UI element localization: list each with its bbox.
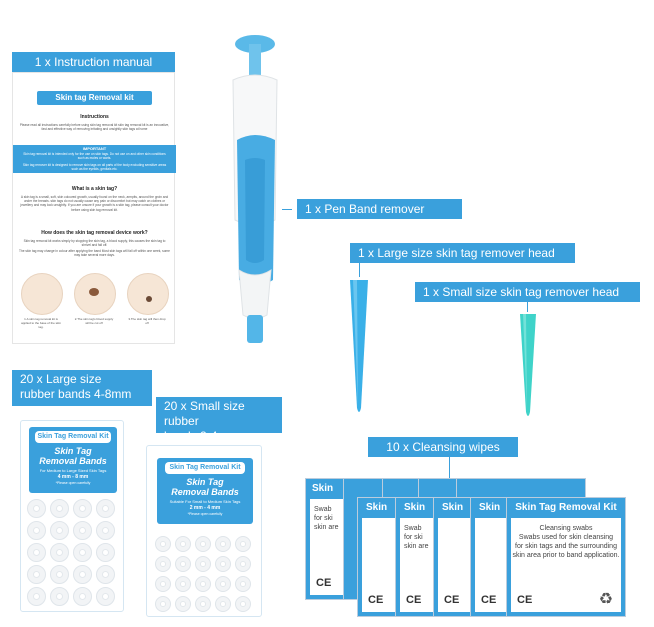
step-3-illustration (127, 273, 169, 315)
wipe-main-brand: Skin Tag Removal Kit (515, 502, 617, 513)
rubber-band (96, 499, 115, 518)
rubber-band (195, 576, 211, 592)
wipe-back-1-brand: Skin (312, 483, 334, 494)
manual-label: 1 x Instruction manual (12, 52, 175, 72)
pen-connector (282, 209, 292, 210)
rubber-band (215, 596, 231, 612)
step-1-caption: 1.A skin tag removal kit is applied to the base of the skin tag. (21, 317, 61, 329)
how-text-1: Skin tag removal kit works simply by stopping the skin tag, a blood supply, this causes the skin tag to shrivel and fall off. (23, 239, 166, 248)
small-bands-box (146, 445, 262, 617)
large-bands-title-1: Skin Tag (54, 446, 92, 456)
step-1-illustration (21, 273, 63, 315)
wipe-main-line1: Cleansing swabs (539, 525, 593, 532)
rubber-band (96, 543, 115, 562)
rubber-band (235, 596, 251, 612)
important-heading: IMPORTANT (82, 146, 107, 151)
wipe-front-2-brand: Skin (404, 502, 426, 513)
rubber-band (175, 576, 191, 592)
rubber-band (96, 587, 115, 606)
rubber-band (215, 536, 231, 552)
wipe-main-text (511, 524, 621, 560)
wipe-front-main (506, 497, 626, 617)
step-3-caption: 3.The skin tag will then drop off (128, 317, 166, 325)
wipe-main-ce: CE (517, 594, 533, 606)
wipe-front-2-line1: Swab (404, 525, 422, 532)
wipe-back-1-line3: skin are (314, 524, 339, 531)
important-section (13, 145, 176, 173)
recycle-icon: ♻ (598, 589, 613, 608)
rubber-band (195, 596, 211, 612)
rubber-band (215, 576, 231, 592)
wipe-front-2-line3: skin are (404, 543, 429, 550)
small-bands-sub: Suitable For Small to Medium Skin Tags (169, 499, 241, 504)
how-heading: How does the skin tag removal device work? (41, 230, 148, 236)
small-bands-label-line2: bands 2-4mm (164, 429, 238, 443)
rubber-band (96, 521, 115, 540)
instructions-heading: Instructions (80, 114, 109, 120)
what-heading: What is a skin tag? (71, 186, 118, 192)
rubber-band (155, 536, 171, 552)
rubber-band (50, 521, 69, 540)
rubber-band (50, 587, 69, 606)
large-bands-label (12, 370, 152, 406)
small-bands-size: 2 mm - 4 mm (189, 505, 221, 511)
wipe-front-2-line2: for ski (404, 534, 423, 541)
small-bands-label (156, 397, 282, 443)
small-remover-head (517, 312, 539, 422)
rubber-band (73, 565, 92, 584)
pen-label: 1 x Pen Band remover (297, 199, 462, 219)
rubber-band (50, 499, 69, 518)
small-bands-card (157, 458, 253, 524)
rubber-band (155, 576, 171, 592)
rubber-band (73, 543, 92, 562)
wipe-front-2-ce: CE (406, 594, 422, 606)
wipe-front-1-ce: CE (368, 594, 384, 606)
large-bands-size: 4 mm - 8 mm (57, 474, 89, 480)
rubber-band (175, 596, 191, 612)
how-text-2: The skin tag may change in colour after applying the band Most skin tags will fall off within one week, some may take several more days. (19, 249, 170, 258)
wipes-label: 10 x Cleansing wipes (368, 437, 518, 457)
rubber-band (195, 556, 211, 572)
large-bands-title-2: Removal Bands (39, 456, 107, 466)
small-head-label: 1 x Small size skin tag remover head (415, 282, 640, 302)
large-bands-label-line2: rubber bands 4-8mm (20, 387, 132, 401)
large-head-label: 1 x Large size skin tag remover head (350, 243, 575, 263)
rubber-band (73, 521, 92, 540)
rubber-band (155, 596, 171, 612)
instructions-text: Please read all instructions carefully before using skin tag removal kit skin tag removal kit is an innovative, fast and effective way of removing irritating and unsightly skin tags at home (19, 123, 170, 132)
large-bands-label-line1: 20 x Large size (20, 372, 102, 386)
large-head-connector (359, 263, 360, 277)
large-remover-head (348, 278, 370, 418)
step-2-illustration (74, 273, 116, 315)
rubber-band (175, 536, 191, 552)
large-bands-brand: Skin Tag Removal Kit (35, 431, 111, 443)
manual-title: Skin tag Removal kit (37, 91, 152, 105)
rubber-band (27, 521, 46, 540)
wipe-back-1-line1: Swab (314, 506, 332, 513)
small-bands-title-2: Removal Bands (171, 487, 239, 497)
wipe-front-1-brand: Skin (366, 502, 388, 513)
small-head-connector (527, 302, 528, 312)
what-text: A skin tag is a small, soft, skin coloured growth, usually found on the neck, armpits, around the groin and under the breasts. skin tags do not usually cause any pain or discomfort but may catch on clothes or jewellery and may look unsightly. If you are unsure if your growth is a skin tag, please consult your doctor before using skin tag removal kit. (20, 195, 169, 212)
wipe-front-4-ce: CE (481, 594, 497, 606)
important-text-1: Skin tag removal kit is intended only for the use on skin tags. Do not use on and other skin conditions such as moles or warts. (23, 152, 166, 161)
wipe-front-4-brand: Skin (479, 502, 501, 513)
wipe-back-1-ce: CE (316, 577, 332, 589)
rubber-band (235, 576, 251, 592)
rubber-band (27, 543, 46, 562)
instruction-manual (12, 72, 175, 344)
wipe-front-3-ce: CE (444, 594, 460, 606)
large-bands-card (29, 427, 117, 493)
rubber-band (73, 587, 92, 606)
rubber-band (96, 565, 115, 584)
pen-band-remover (215, 30, 295, 350)
rubber-band (195, 536, 211, 552)
rubber-band (27, 565, 46, 584)
rubber-band (27, 587, 46, 606)
rubber-band (175, 556, 191, 572)
small-bands-note: *Please open carefully (187, 512, 223, 516)
wipes-connector (449, 457, 450, 479)
rubber-band (155, 556, 171, 572)
rubber-band (235, 556, 251, 572)
rubber-band (27, 499, 46, 518)
large-bands-sub: For Medium to Large Sized Skin Tags (39, 468, 107, 473)
wipe-front-3-brand: Skin (442, 502, 464, 513)
wipe-back-1-line2: for ski (314, 515, 333, 522)
rubber-band (50, 565, 69, 584)
rubber-band (50, 543, 69, 562)
rubber-band (215, 556, 231, 572)
step-2-caption: 2.The skin tag's blood supply will be cut off (74, 317, 114, 325)
small-bands-label-line1: 20 x Small size rubber (164, 399, 245, 428)
small-bands-title-1: Skin Tag (186, 477, 224, 487)
large-bands-note: *Please open carefully (55, 481, 91, 485)
small-bands-brand: Skin Tag Removal Kit (165, 462, 245, 474)
wipe-main-line4: skin area prior to band application. (512, 552, 620, 559)
important-text-2: Skin tag remover kit is designed to remove skin tags on all parts of the body excluding sensitive areas such as the eyelids, genitals etc. (22, 162, 167, 171)
rubber-band (73, 499, 92, 518)
wipe-main-line2: Swabs used for skin cleansing (518, 534, 614, 541)
wipe-main-line3: for skin tags and the surrounding (515, 543, 617, 550)
rubber-band (235, 536, 251, 552)
large-bands-box (20, 420, 124, 612)
